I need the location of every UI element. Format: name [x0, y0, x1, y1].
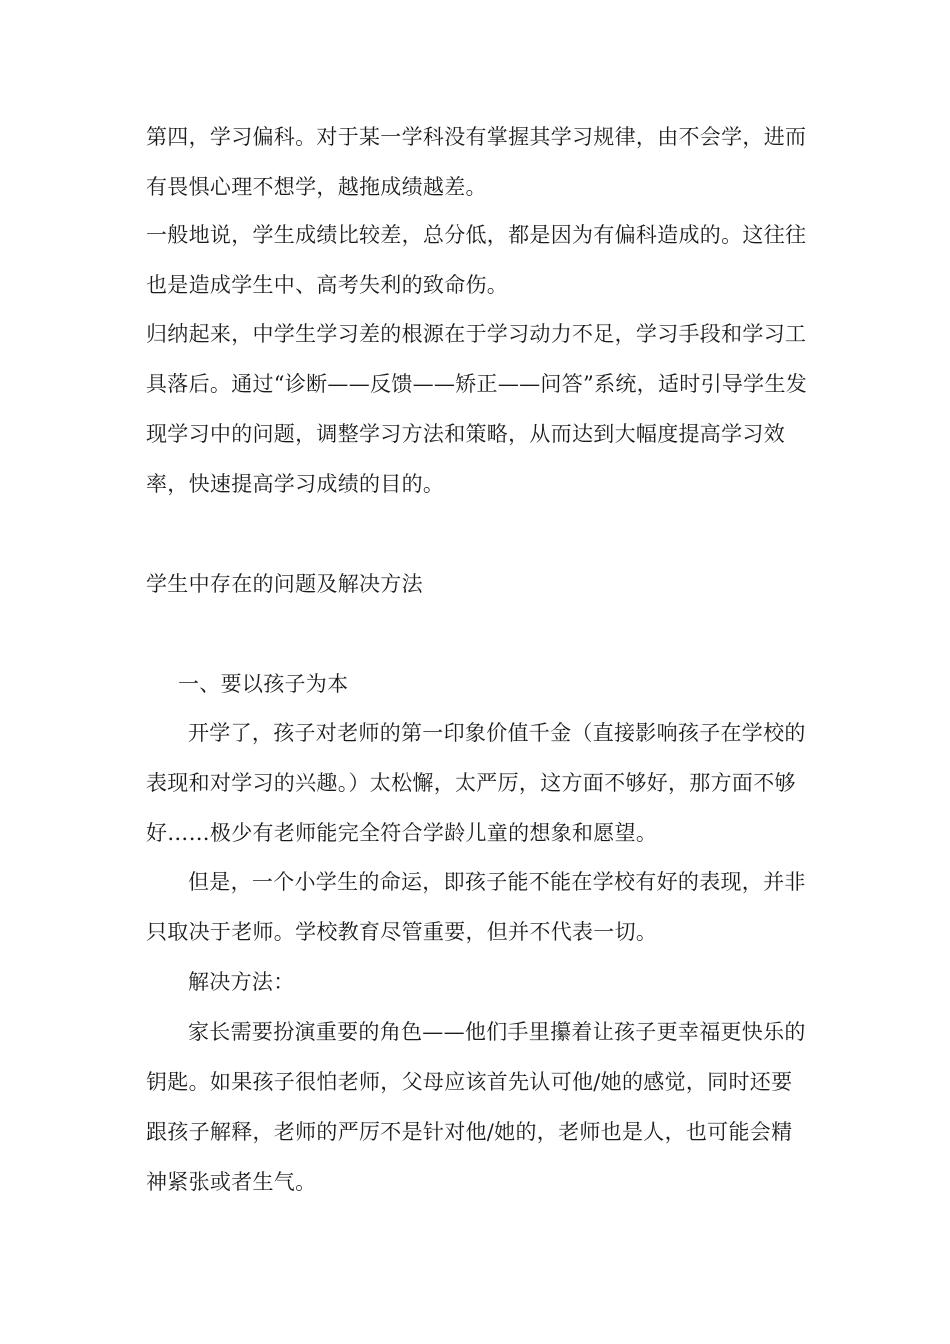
paragraph-summary: 归纳起来，中学生学习差的根源在于学习动力不足，学习手段和学习工具落后。通过“诊断——反馈——矫正——问答”系统，适时引导学生发现学习中的问题，调整学习方法和策略，从而达到大幅度提高学习效率，快速提高学习成绩的目的。 [146, 322, 808, 496]
subsection-title: 一、要以孩子为本 [178, 672, 349, 696]
paragraph-partial-subject: 第四，学习偏科。对于某一学科没有掌握其学习规律，由不会学，进而有畏惧心理不想学，越拖成绩越差。 [146, 125, 807, 199]
solution-label: 解决方法： [188, 970, 295, 994]
section-title: 学生中存在的问题及解决方法 [146, 572, 423, 596]
paragraph-parent-role: 家长需要扮演重要的角色——他们手里攥着让孩子更幸福更快乐的钥匙。如果孩子很怕老师，父母应该首先认可他/她的感觉，同时还要跟孩子解释，老师的严厉不是针对他/她的，老师也是人，也可能会精神紧张或者生气。 [146, 1020, 806, 1194]
paragraph-total-score: 一般地说，学生成绩比较差，总分低，都是因为有偏科造成的。这往往也是造成学生中、高考失利的致命伤。 [146, 223, 807, 297]
paragraph-first-impression: 开学了，孩子对老师的第一印象价值千金（直接影响孩子在学校的表现和对学习的兴趣。）太松懈，太严厉，这方面不够好，那方面不够好……极少有老师能完全符合学龄儿童的想象和愿望。 [146, 721, 806, 845]
paragraph-student-fate: 但是，一个小学生的命运，即孩子能不能在学校有好的表现，并非只取决于老师。学校教育尽管重要，但并不代表一切。 [146, 870, 806, 944]
